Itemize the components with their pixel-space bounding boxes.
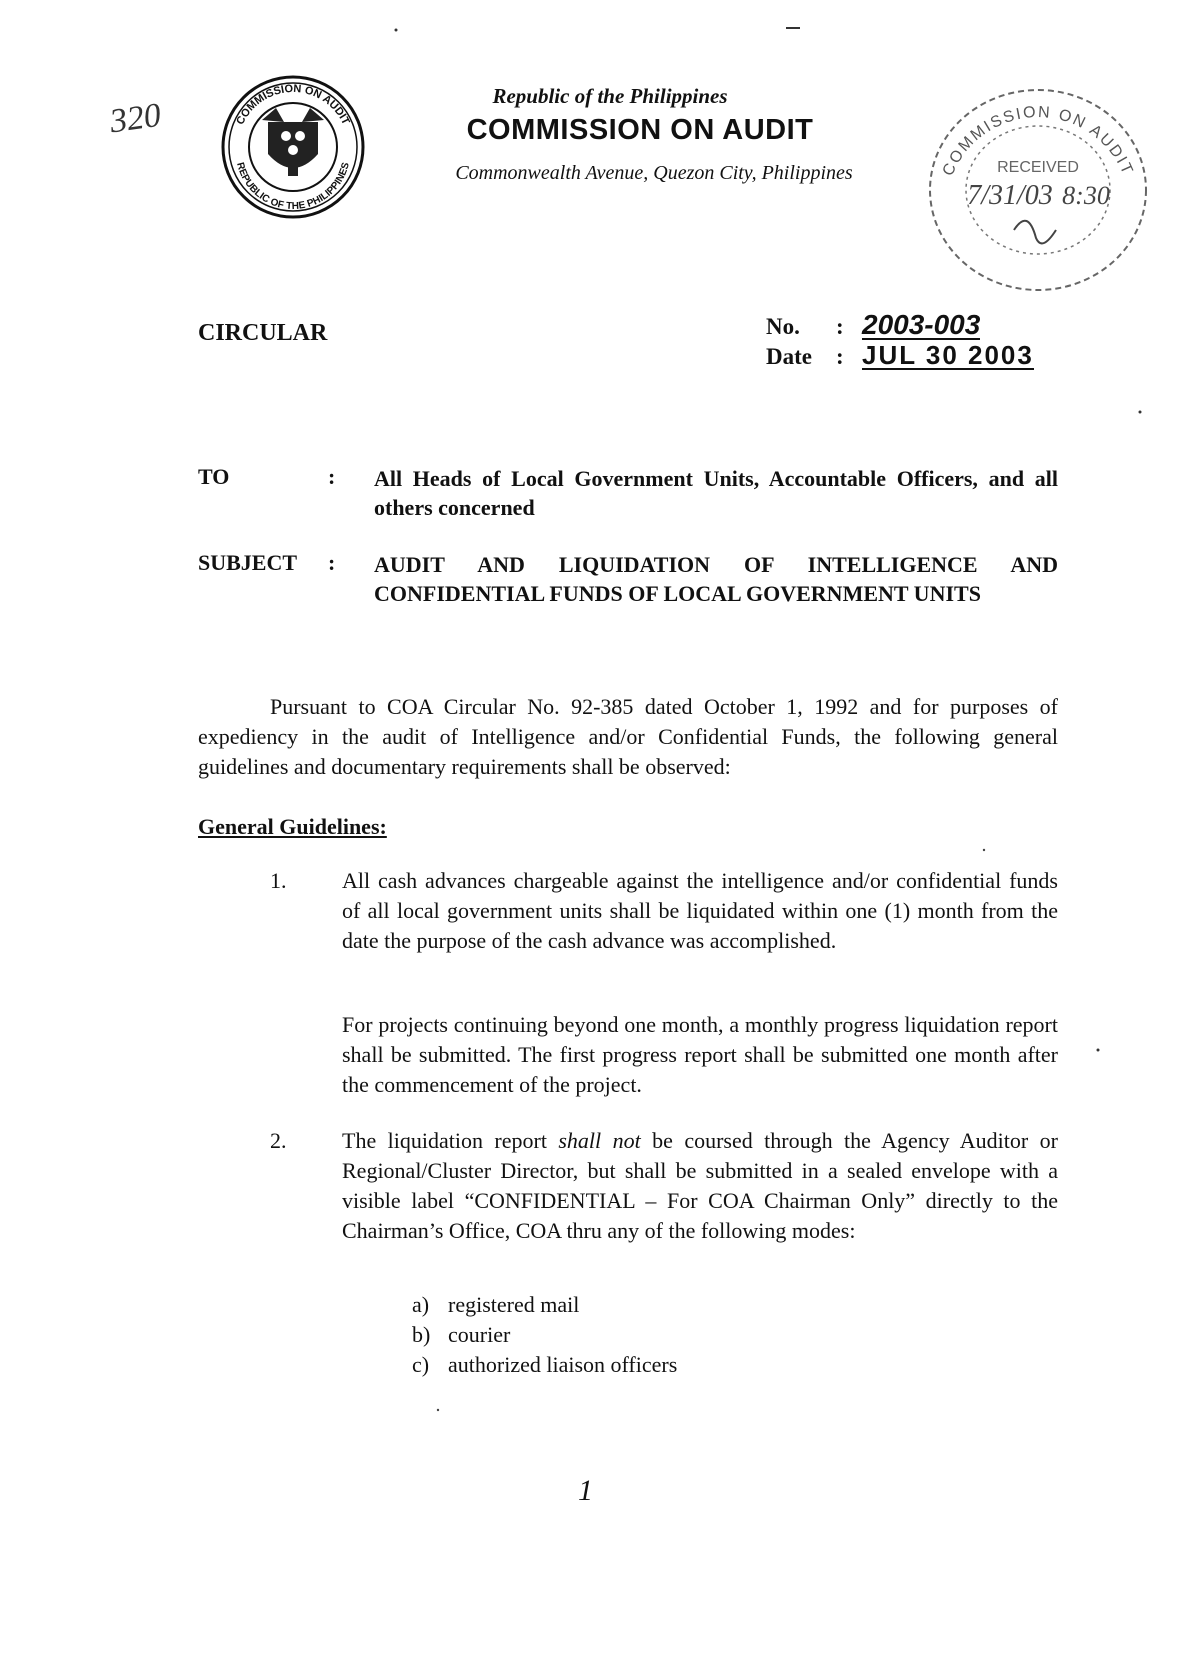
mode-letter: c)	[412, 1352, 430, 1377]
mode-text: courier	[448, 1322, 511, 1347]
seal-top-text: COMMISSION ON AUDIT	[234, 82, 352, 127]
seal-bottom-text: REPUBLIC OF THE PHILIPPINES	[234, 161, 352, 213]
header-address: Commonwealth Avenue, Quezon City, Philippines	[455, 162, 853, 184]
submission-modes-list	[412, 1290, 677, 1380]
handwritten-note: 320	[107, 96, 164, 141]
mode-letter: a)	[412, 1292, 430, 1317]
stamp-top-text: COMMISSION ON AUDIT	[939, 103, 1137, 179]
doc-date-label: Date	[766, 344, 812, 369]
received-stamp	[918, 80, 1158, 300]
header-commission: COMMISSION ON AUDIT	[466, 114, 814, 146]
mode-letter: b)	[412, 1322, 431, 1347]
memo-to-label: TO	[198, 464, 230, 489]
guideline-item-1	[198, 866, 1058, 956]
guideline-item-1-subparagraph: For projects continuing beyond one month, a monthly progress liquidation report shall be submitted. The first progress report shall be submitted one month after the commencement of the project.	[342, 1012, 1058, 1097]
doc-number-value: 2003-003	[862, 309, 981, 340]
doc-date-value: JUL 30 2003	[862, 340, 1034, 370]
intro-paragraph: Pursuant to COA Circular No. 92-385 dated October 1, 1992 and for purposes of expediency in the audit of Intelligence and/or Confidential Funds, the following general guidelines and documentary requirements shall be observed:	[198, 694, 1058, 779]
item-text	[342, 1126, 1058, 1246]
memo-subject-label: SUBJECT	[198, 550, 298, 575]
mode-text: registered mail	[448, 1292, 580, 1317]
guideline-item-2	[198, 1126, 1058, 1246]
item-text-part-b: be coursed through the Agency Auditor or Regional/Cluster Director, but shall be submitted in a sealed envelope with a visible label “CONFIDENTIAL – For COA Chairman Only” directly to the Chairman’s Office, COA thru any of the following modes:	[342, 1128, 1058, 1243]
stamp-date: 7/31/03	[967, 180, 1053, 211]
item-text: All cash advances chargeable against the intelligence and/or confidential funds of all local government units shall be liquidated within one (1) month from the date the purpose of the cash advance was accomplished.	[342, 868, 1058, 953]
doc-number-colon: :	[836, 314, 844, 339]
page-mark: 1	[578, 1474, 593, 1507]
memo-to-value: All Heads of Local Government Units, Accountable Officers, and all others concerned	[374, 466, 1058, 520]
list-item	[412, 1320, 677, 1350]
list-item	[412, 1290, 677, 1320]
doc-number-row	[766, 309, 1034, 342]
item-text-part-a: The liquidation report	[342, 1128, 559, 1153]
doc-number-label: No.	[766, 314, 800, 339]
stamp-time: 8:30	[1062, 181, 1110, 210]
memo-subject-row	[198, 550, 1058, 608]
coa-seal	[218, 72, 368, 222]
memo-subject-value: AUDIT AND LIQUIDATION OF INTELLIGENCE AND CONFIDENTIAL FUNDS OF LOCAL GOVERNMENT UNITS	[374, 552, 1058, 606]
stamp-label: RECEIVED	[997, 159, 1079, 176]
memo-subject-colon: :	[328, 550, 336, 575]
item-number: 1.	[270, 868, 287, 893]
doc-type: CIRCULAR	[198, 320, 328, 346]
doc-date-row	[766, 342, 1034, 372]
memo-to-row	[198, 464, 1058, 522]
header-republic: Republic of the Philippines	[492, 84, 728, 108]
item-number: 2.	[270, 1128, 287, 1153]
list-item	[412, 1350, 677, 1380]
doc-date-colon: :	[836, 344, 844, 369]
doc-meta	[766, 309, 1034, 372]
section-title: General Guidelines:	[198, 814, 387, 839]
mode-text: authorized liaison officers	[448, 1352, 678, 1377]
memo-to-colon: :	[328, 464, 336, 489]
item-text-emphasis: shall not	[558, 1128, 641, 1153]
